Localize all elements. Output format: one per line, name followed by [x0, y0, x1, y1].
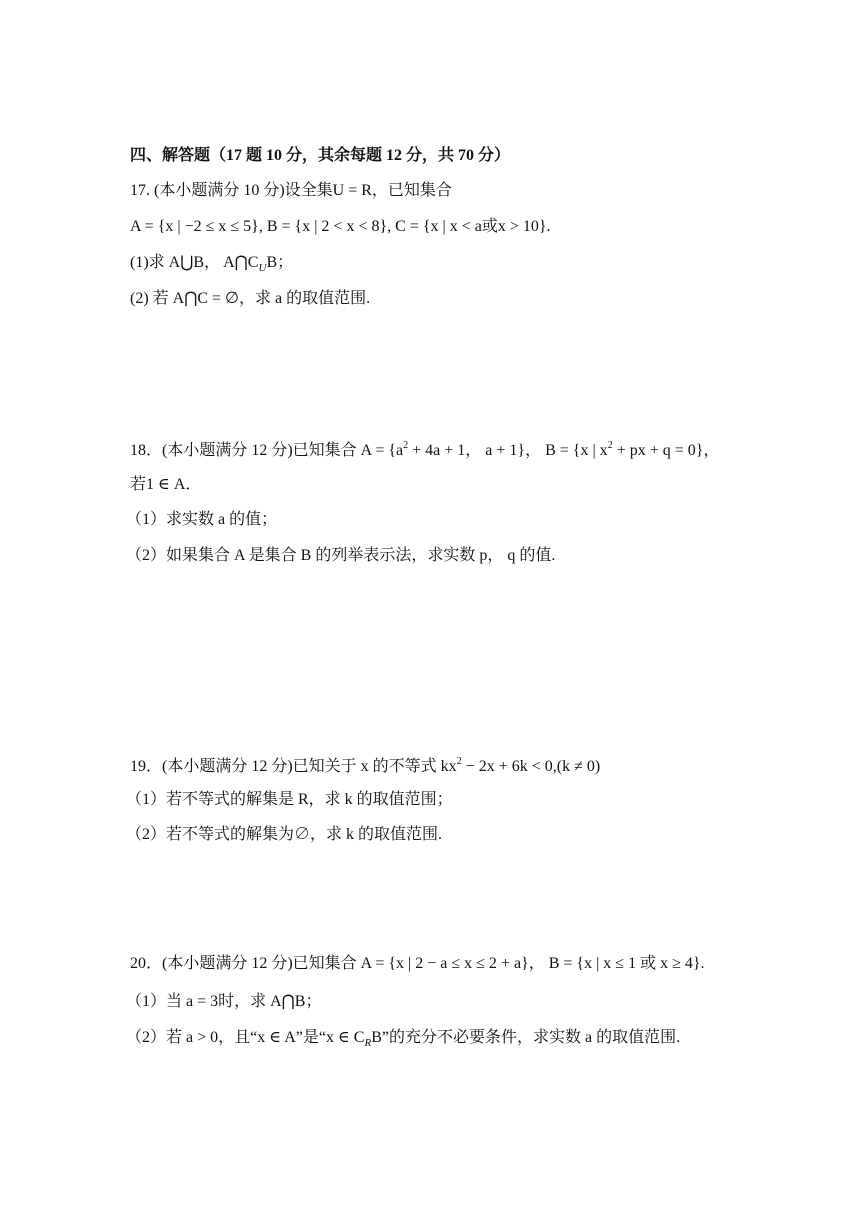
q18-sup-2: 2: [607, 440, 613, 451]
q17-stem: 17. (本小题满分 10 分)设全集U = R，已知集合: [130, 182, 452, 199]
q18-part2: （2）如果集合 A 是集合 B 的列举表示法，求实数 p， q 的值.: [126, 547, 556, 564]
q19-part1: （1）若不等式的解集是 R，求 k 的取值范围；: [126, 791, 453, 808]
q18-stem-b: + 4a + 1， a + 1}， B = {x | x: [408, 442, 608, 459]
q18-stem-c: + px + q = 0}，: [612, 442, 720, 459]
q18-part1: （1）求实数 a 的值；: [126, 511, 278, 528]
q17-part1-subscript: U: [258, 262, 267, 274]
q18-sup-1: 2: [403, 440, 409, 451]
q19-sup: 2: [456, 756, 462, 767]
section-title: 四、解答题（17 题 10 分，其余每题 12 分，共 70 分）: [130, 147, 511, 164]
q17-part1: [130, 253, 293, 278]
q20-part2-a: （2）若 a > 0，且“x ∈ A”是“x ∈ C: [126, 1029, 365, 1046]
q19-stem: [130, 752, 600, 777]
q18-condition: 若1 ∈ A．: [130, 476, 202, 493]
q18-stem: [130, 436, 719, 461]
q20-part2-subscript: R: [364, 1037, 372, 1049]
q20-stem: 20．(本小题满分 12 分)已知集合 A = {x | 2 − a ≤ x ≤ 2 + a}， B = {x | x ≤ 1 或 x ≥ 4}.: [130, 955, 705, 972]
q18-stem-a: 18．(本小题满分 12 分)已知集合 A = {a: [130, 442, 404, 459]
q19-stem-a: 19．(本小题满分 12 分)已知关于 x 的不等式 kx: [130, 758, 457, 775]
q17-part2: (2) 若 A⋂C = ∅，求 a 的取值范围.: [130, 290, 371, 307]
q20-part1: （1）当 a = 3时，求 A⋂B；: [126, 993, 322, 1010]
q19-part2: （2）若不等式的解集为∅，求 k 的取值范围.: [126, 826, 443, 843]
q19-stem-b: − 2x + 6k < 0,(k ≠ 0): [461, 758, 601, 775]
q20-part2-b: B”的充分不必要条件，求实数 a 的取值范围.: [371, 1029, 681, 1046]
q17-sets: A = {x | −2 ≤ x ≤ 5}, B = {x | 2 < x < 8}, C = {x | x < a或x > 10}.: [130, 218, 551, 235]
q17-part1-text: (1)求 A⋃B， A⋂C: [130, 254, 259, 271]
q17-part1-tail: B；: [266, 254, 294, 271]
q20-part2: [126, 1028, 680, 1053]
